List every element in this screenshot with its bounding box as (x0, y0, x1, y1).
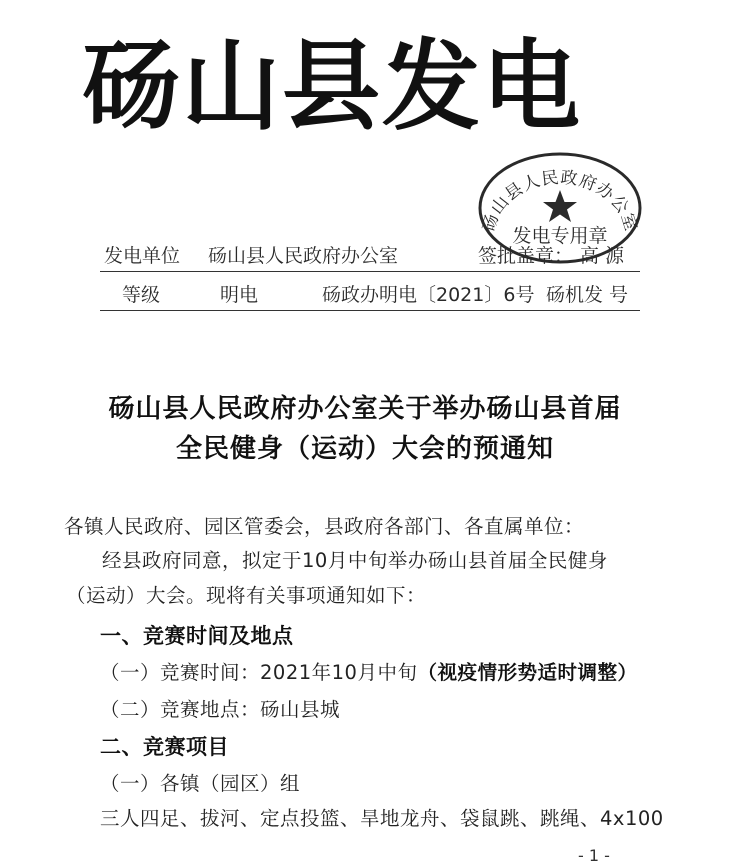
page-number: - 1 - (578, 846, 610, 865)
sender-row (100, 241, 640, 272)
level-label: 等级 (122, 284, 161, 306)
level-row (100, 280, 640, 311)
approver-label: 签批盖章： (478, 245, 574, 267)
events-line: 三人四足、拔河、定点投篮、旱地龙舟、袋鼠跳、跳绳、4x100 (100, 807, 664, 830)
doc-number: 砀政办明电〔2021〕6号 (322, 284, 535, 306)
intro-line2: （运动）大会。现将有关事项通知如下： (66, 584, 427, 607)
addressee: 各镇人民政府、园区管委会，县政府各部门、各直属单位： (64, 515, 585, 538)
masthead-title: 砀山县发电 (82, 29, 583, 144)
section1-heading: 一、竞赛时间及地点 (100, 624, 294, 648)
item1 (100, 657, 637, 685)
item2: （二）竞赛地点：砀山县城 (100, 698, 341, 721)
intro-line1: 经县政府同意，拟定于10月中旬举办砀山县首届全民健身 (102, 549, 608, 572)
section2-heading: 二、竞赛项目 (100, 735, 229, 759)
item1-label: （一）竞赛时间：2021年10月中旬 (100, 661, 418, 684)
item1-emphasis: （视疫情形势适时调整） (417, 661, 638, 684)
sub1-heading: （一）各镇（园区）组 (100, 772, 301, 795)
doc-title-line1: 砀山县人民政府办公室关于举办砀山县首届 (108, 394, 622, 424)
seal-bottom-text: 发电专用章 (512, 225, 608, 247)
sender-label: 发电单位 (104, 245, 181, 267)
doc-title-line2: 全民健身（运动）大会的预通知 (175, 434, 554, 464)
seal-top-text: 砀山县人民政府办公室 (479, 167, 641, 235)
approver-value: 高 源 (580, 245, 625, 267)
machine-number: 砀机发 号 (546, 284, 629, 306)
level-value: 明电 (220, 284, 259, 306)
sender-value: 砀山县人民政府办公室 (208, 245, 399, 267)
